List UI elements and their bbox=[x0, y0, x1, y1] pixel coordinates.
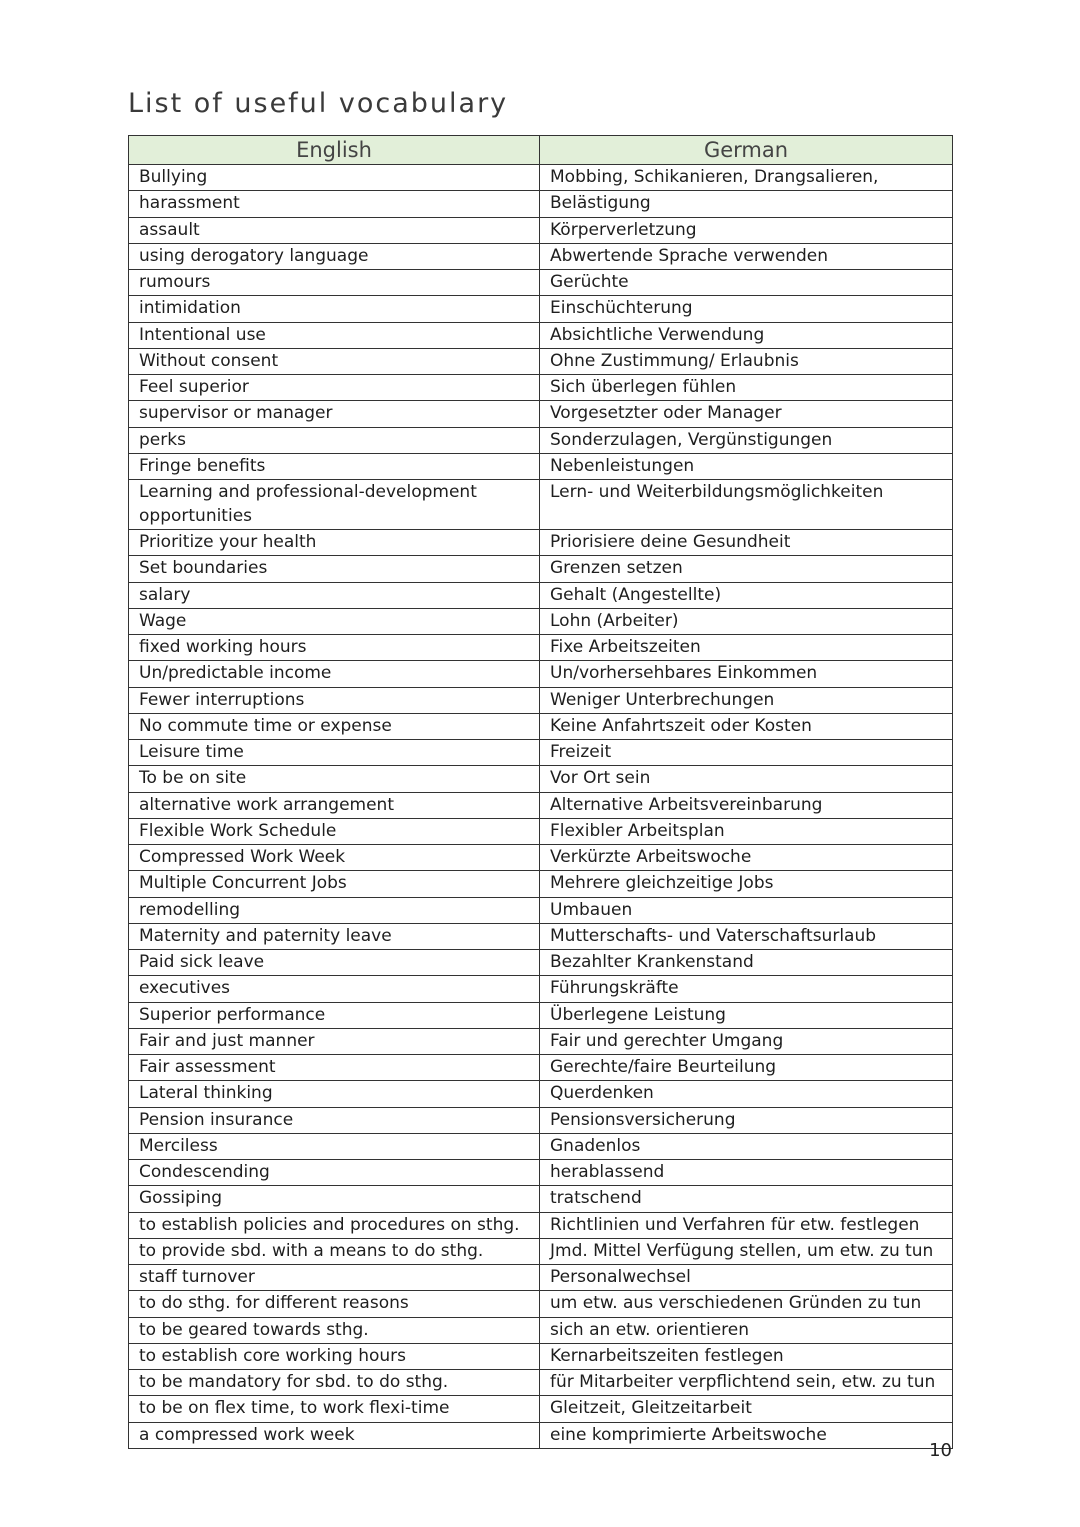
english-term-cell: Pension insurance bbox=[129, 1107, 540, 1133]
table-row bbox=[129, 1160, 953, 1186]
english-term-cell: To be on site bbox=[129, 766, 540, 792]
page-number: 10 bbox=[929, 1440, 952, 1461]
german-term-cell: Un/vorhersehbares Einkommen bbox=[540, 661, 953, 687]
column-header-english: English bbox=[129, 136, 540, 165]
table-row bbox=[129, 1422, 953, 1448]
table-row bbox=[129, 453, 953, 479]
english-term-cell: intimidation bbox=[129, 296, 540, 322]
table-row bbox=[129, 1317, 953, 1343]
table-row bbox=[129, 296, 953, 322]
table-row bbox=[129, 845, 953, 871]
german-term-cell: Mobbing, Schikanieren, Drangsalieren, bbox=[540, 165, 953, 191]
table-row bbox=[129, 1081, 953, 1107]
english-term-cell: Set boundaries bbox=[129, 556, 540, 582]
english-term-cell: assault bbox=[129, 217, 540, 243]
german-term-cell: Alternative Arbeitsvereinbarung bbox=[540, 792, 953, 818]
german-term-cell: Sonderzulagen, Vergünstigungen bbox=[540, 427, 953, 453]
german-term-cell: Mutterschafts- und Vaterschaftsurlaub bbox=[540, 923, 953, 949]
german-term-cell: Fixe Arbeitszeiten bbox=[540, 635, 953, 661]
table-row bbox=[129, 871, 953, 897]
english-term-cell: to be mandatory for sbd. to do sthg. bbox=[129, 1370, 540, 1396]
english-term-cell: to be geared towards sthg. bbox=[129, 1317, 540, 1343]
english-term-cell: Lateral thinking bbox=[129, 1081, 540, 1107]
german-term-cell: Gerüchte bbox=[540, 270, 953, 296]
german-term-cell: für Mitarbeiter verpflichtend sein, etw. zu tun bbox=[540, 1370, 953, 1396]
english-term-cell: staff turnover bbox=[129, 1265, 540, 1291]
german-term-cell: tratschend bbox=[540, 1186, 953, 1212]
table-row bbox=[129, 1343, 953, 1369]
german-term-cell: Mehrere gleichzeitige Jobs bbox=[540, 871, 953, 897]
english-term-cell: Feel superior bbox=[129, 375, 540, 401]
table-row bbox=[129, 243, 953, 269]
german-term-cell: Weniger Unterbrechungen bbox=[540, 687, 953, 713]
table-row bbox=[129, 1107, 953, 1133]
table-row bbox=[129, 1212, 953, 1238]
english-term-cell: Fair assessment bbox=[129, 1055, 540, 1081]
german-term-cell: Bezahlter Krankenstand bbox=[540, 950, 953, 976]
german-term-cell: Verkürzte Arbeitswoche bbox=[540, 845, 953, 871]
table-row bbox=[129, 556, 953, 582]
german-term-cell: Kernarbeitszeiten festlegen bbox=[540, 1343, 953, 1369]
table-row bbox=[129, 713, 953, 739]
table-row bbox=[129, 608, 953, 634]
table-row bbox=[129, 1370, 953, 1396]
english-term-cell: Un/predictable income bbox=[129, 661, 540, 687]
table-row bbox=[129, 348, 953, 374]
table-row bbox=[129, 792, 953, 818]
german-term-cell: Querdenken bbox=[540, 1081, 953, 1107]
english-term-cell: fixed working hours bbox=[129, 635, 540, 661]
german-term-cell: Grenzen setzen bbox=[540, 556, 953, 582]
english-term-cell: to establish policies and procedures on sthg. bbox=[129, 1212, 540, 1238]
table-row bbox=[129, 740, 953, 766]
english-term-cell: supervisor or manager bbox=[129, 401, 540, 427]
table-row bbox=[129, 976, 953, 1002]
english-term-cell: Merciless bbox=[129, 1133, 540, 1159]
german-term-cell: Ohne Zustimmung/ Erlaubnis bbox=[540, 348, 953, 374]
table-row bbox=[129, 897, 953, 923]
german-term-cell: Gnadenlos bbox=[540, 1133, 953, 1159]
english-term-cell: remodelling bbox=[129, 897, 540, 923]
table-row bbox=[129, 1133, 953, 1159]
english-term-cell: Learning and professional-development opportunities bbox=[129, 480, 540, 530]
table-row bbox=[129, 322, 953, 348]
english-term-cell: perks bbox=[129, 427, 540, 453]
german-term-cell: herablassend bbox=[540, 1160, 953, 1186]
german-term-cell: Gleitzeit, Gleitzeitarbeit bbox=[540, 1396, 953, 1422]
english-term-cell: Without consent bbox=[129, 348, 540, 374]
english-term-cell: to be on flex time, to work flexi-time bbox=[129, 1396, 540, 1422]
german-term-cell: Lohn (Arbeiter) bbox=[540, 608, 953, 634]
english-term-cell: Gossiping bbox=[129, 1186, 540, 1212]
table-row bbox=[129, 191, 953, 217]
english-term-cell: Condescending bbox=[129, 1160, 540, 1186]
english-term-cell: rumours bbox=[129, 270, 540, 296]
english-term-cell: No commute time or expense bbox=[129, 713, 540, 739]
german-term-cell: Priorisiere deine Gesundheit bbox=[540, 530, 953, 556]
table-row bbox=[129, 401, 953, 427]
english-term-cell: Paid sick leave bbox=[129, 950, 540, 976]
german-term-cell: Führungskräfte bbox=[540, 976, 953, 1002]
german-term-cell: Abwertende Sprache verwenden bbox=[540, 243, 953, 269]
german-term-cell: Belästigung bbox=[540, 191, 953, 217]
table-row bbox=[129, 661, 953, 687]
page-title: List of useful vocabulary bbox=[128, 88, 509, 119]
german-term-cell: Umbauen bbox=[540, 897, 953, 923]
table-row bbox=[129, 635, 953, 661]
table-row bbox=[129, 1238, 953, 1264]
german-term-cell: Lern- und Weiterbildungsmöglichkeiten bbox=[540, 480, 953, 530]
german-term-cell: Vorgesetzter oder Manager bbox=[540, 401, 953, 427]
vocabulary-table bbox=[128, 135, 953, 1449]
english-term-cell: Intentional use bbox=[129, 322, 540, 348]
german-term-cell: Einschüchterung bbox=[540, 296, 953, 322]
english-term-cell: executives bbox=[129, 976, 540, 1002]
german-term-cell: Richtlinien und Verfahren für etw. festlegen bbox=[540, 1212, 953, 1238]
table-row bbox=[129, 687, 953, 713]
english-term-cell: using derogatory language bbox=[129, 243, 540, 269]
english-term-cell: Fair and just manner bbox=[129, 1028, 540, 1054]
english-term-cell: Bullying bbox=[129, 165, 540, 191]
german-term-cell: Fair und gerechter Umgang bbox=[540, 1028, 953, 1054]
table-row bbox=[129, 480, 953, 530]
german-term-cell: Pensionsversicherung bbox=[540, 1107, 953, 1133]
english-term-cell: Flexible Work Schedule bbox=[129, 818, 540, 844]
german-term-cell: Sich überlegen fühlen bbox=[540, 375, 953, 401]
english-term-cell: Prioritize your health bbox=[129, 530, 540, 556]
english-term-cell: Maternity and paternity leave bbox=[129, 923, 540, 949]
german-term-cell: Jmd. Mittel Verfügung stellen, um etw. zu tun bbox=[540, 1238, 953, 1264]
table-row bbox=[129, 1396, 953, 1422]
table-row bbox=[129, 818, 953, 844]
table-row bbox=[129, 1291, 953, 1317]
german-term-cell: Flexibler Arbeitsplan bbox=[540, 818, 953, 844]
column-header-german: German bbox=[540, 136, 953, 165]
english-term-cell: harassment bbox=[129, 191, 540, 217]
english-term-cell: Superior performance bbox=[129, 1002, 540, 1028]
german-term-cell: eine komprimierte Arbeitswoche bbox=[540, 1422, 953, 1448]
table-row bbox=[129, 270, 953, 296]
table-row bbox=[129, 1055, 953, 1081]
english-term-cell: Wage bbox=[129, 608, 540, 634]
table-header-row bbox=[129, 136, 953, 165]
table-row bbox=[129, 1265, 953, 1291]
german-term-cell: Absichtliche Verwendung bbox=[540, 322, 953, 348]
german-term-cell: sich an etw. orientieren bbox=[540, 1317, 953, 1343]
german-term-cell: Personalwechsel bbox=[540, 1265, 953, 1291]
english-term-cell: to establish core working hours bbox=[129, 1343, 540, 1369]
german-term-cell: Vor Ort sein bbox=[540, 766, 953, 792]
english-term-cell: Fringe benefits bbox=[129, 453, 540, 479]
table-row bbox=[129, 1186, 953, 1212]
vocabulary-table-body bbox=[129, 165, 953, 1449]
english-term-cell: Compressed Work Week bbox=[129, 845, 540, 871]
english-term-cell: Leisure time bbox=[129, 740, 540, 766]
german-term-cell: Gerechte/faire Beurteilung bbox=[540, 1055, 953, 1081]
table-row bbox=[129, 950, 953, 976]
english-term-cell: Fewer interruptions bbox=[129, 687, 540, 713]
table-row bbox=[129, 427, 953, 453]
english-term-cell: salary bbox=[129, 582, 540, 608]
english-term-cell: alternative work arrangement bbox=[129, 792, 540, 818]
table-row bbox=[129, 1002, 953, 1028]
table-row bbox=[129, 375, 953, 401]
table-row bbox=[129, 530, 953, 556]
table-row bbox=[129, 766, 953, 792]
german-term-cell: Nebenleistungen bbox=[540, 453, 953, 479]
german-term-cell: Gehalt (Angestellte) bbox=[540, 582, 953, 608]
table-row bbox=[129, 217, 953, 243]
table-row bbox=[129, 1028, 953, 1054]
german-term-cell: um etw. aus verschiedenen Gründen zu tun bbox=[540, 1291, 953, 1317]
table-row bbox=[129, 582, 953, 608]
german-term-cell: Überlegene Leistung bbox=[540, 1002, 953, 1028]
table-row bbox=[129, 923, 953, 949]
english-term-cell: to provide sbd. with a means to do sthg. bbox=[129, 1238, 540, 1264]
german-term-cell: Freizeit bbox=[540, 740, 953, 766]
english-term-cell: a compressed work week bbox=[129, 1422, 540, 1448]
german-term-cell: Keine Anfahrtszeit oder Kosten bbox=[540, 713, 953, 739]
english-term-cell: to do sthg. for different reasons bbox=[129, 1291, 540, 1317]
german-term-cell: Körperverletzung bbox=[540, 217, 953, 243]
english-term-cell: Multiple Concurrent Jobs bbox=[129, 871, 540, 897]
table-row bbox=[129, 165, 953, 191]
